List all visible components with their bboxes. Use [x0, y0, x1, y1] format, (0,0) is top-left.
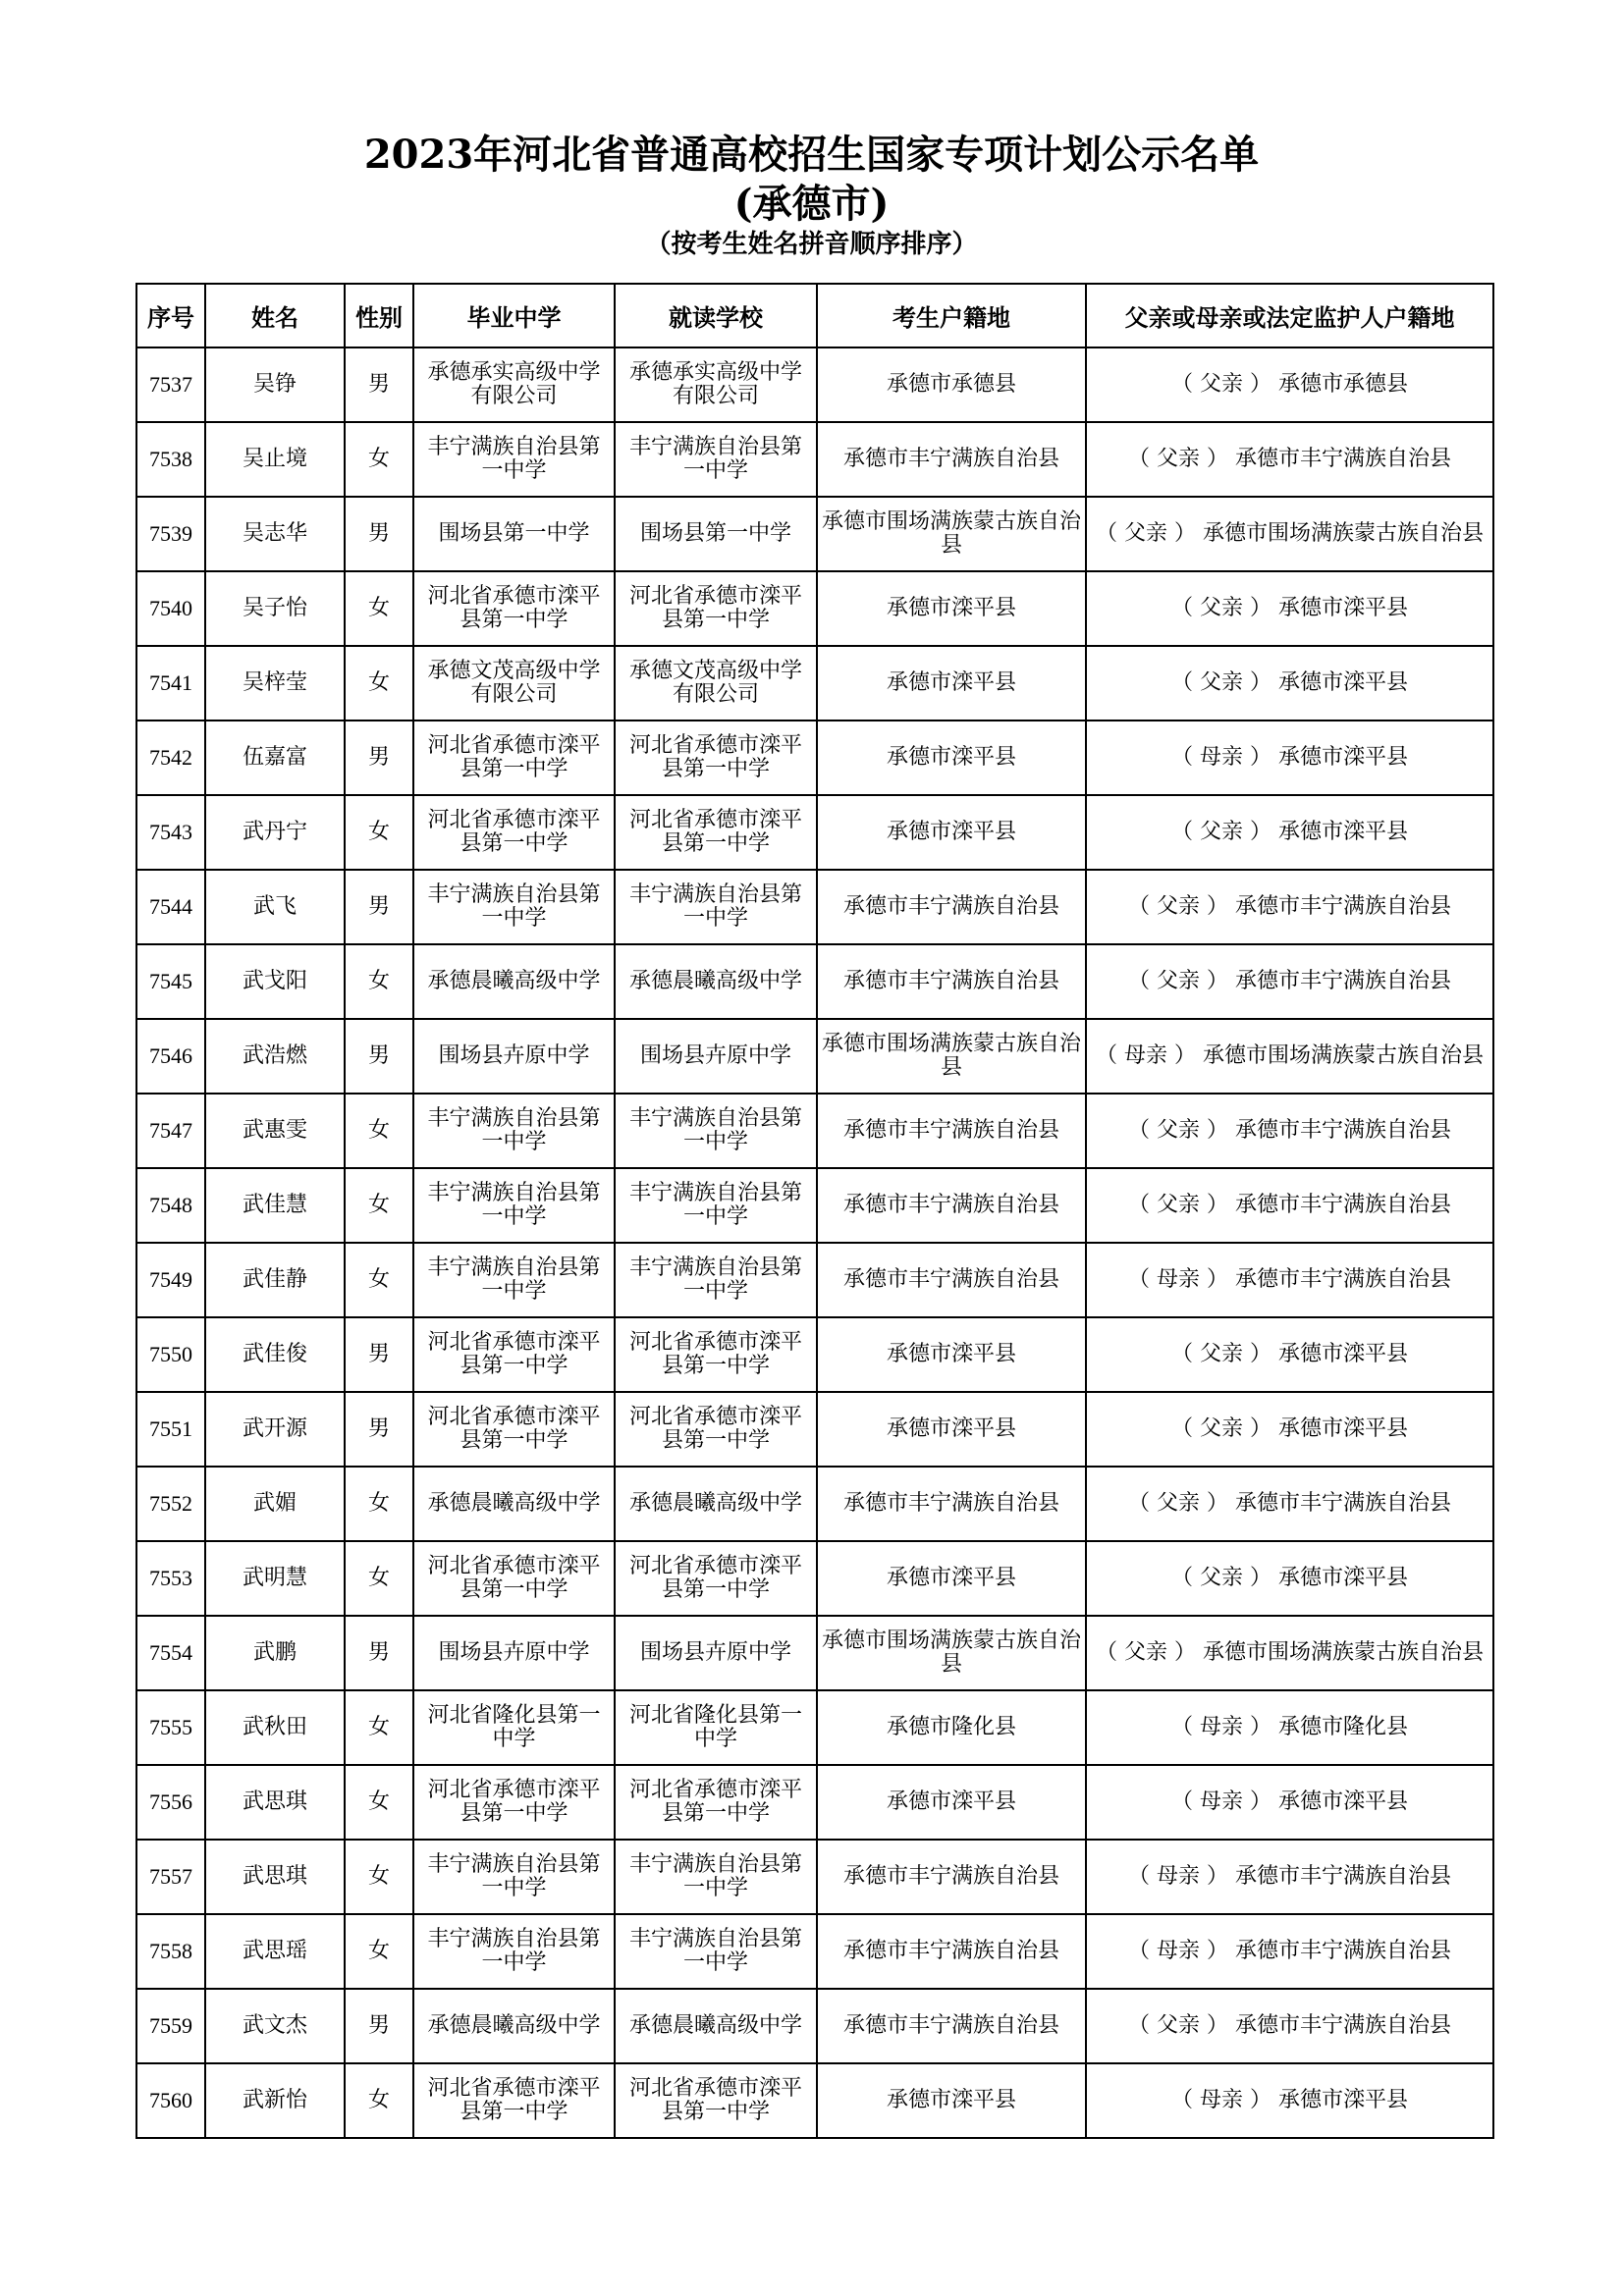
cell-student-residence: 承德市围场满族蒙古族自治县: [817, 1019, 1086, 1094]
cell-seq: 7556: [136, 1765, 205, 1840]
cell-student-residence: 承德市丰宁满族自治县: [817, 1989, 1086, 2063]
cell-guardian-residence: （ 父亲 ） 承德市滦平县: [1086, 795, 1493, 870]
cell-student-residence: 承德市滦平县: [817, 1317, 1086, 1392]
cell-name: 武媚: [205, 1467, 345, 1541]
cell-name: 吴志华: [205, 497, 345, 571]
cell-student-residence: 承德市滦平县: [817, 1541, 1086, 1616]
cell-name: 武鹏: [205, 1616, 345, 1690]
cell-graduated-school: 丰宁满族自治县第一中学: [413, 1094, 615, 1168]
cell-name: 武戈阳: [205, 944, 345, 1019]
cell-seq: 7543: [136, 795, 205, 870]
cell-student-residence: 承德市丰宁满族自治县: [817, 422, 1086, 497]
cell-graduated-school: 丰宁满族自治县第一中学: [413, 1914, 615, 1989]
table-row: [136, 1243, 1493, 1317]
cell-gender: 女: [345, 1840, 413, 1914]
cell-guardian-residence: （ 母亲 ） 承德市滦平县: [1086, 1765, 1493, 1840]
cell-guardian-residence: （ 父亲 ） 承德市丰宁满族自治县: [1086, 1467, 1493, 1541]
cell-name: 武佳静: [205, 1243, 345, 1317]
cell-seq: 7540: [136, 571, 205, 646]
cell-gender: 女: [345, 1467, 413, 1541]
cell-current-school: 河北省承德市滦平县第一中学: [615, 721, 817, 795]
cell-seq: 7552: [136, 1467, 205, 1541]
header-graduated-school: 毕业中学: [413, 284, 615, 347]
cell-graduated-school: 承德晨曦高级中学: [413, 1467, 615, 1541]
cell-gender: 男: [345, 721, 413, 795]
table-row: [136, 347, 1493, 422]
cell-graduated-school: 丰宁满族自治县第一中学: [413, 1168, 615, 1243]
table-row: [136, 1392, 1493, 1467]
cell-student-residence: 承德市丰宁满族自治县: [817, 1840, 1086, 1914]
cell-graduated-school: 承德文茂高级中学有限公司: [413, 646, 615, 721]
cell-current-school: 丰宁满族自治县第一中学: [615, 1243, 817, 1317]
cell-graduated-school: 河北省承德市滦平县第一中学: [413, 1317, 615, 1392]
cell-guardian-residence: （ 父亲 ） 承德市丰宁满族自治县: [1086, 944, 1493, 1019]
cell-guardian-residence: （ 父亲 ） 承德市滦平县: [1086, 1541, 1493, 1616]
cell-graduated-school: 围场县卉原中学: [413, 1616, 615, 1690]
table-row: [136, 870, 1493, 944]
cell-seq: 7538: [136, 422, 205, 497]
cell-seq: 7547: [136, 1094, 205, 1168]
cell-gender: 女: [345, 1914, 413, 1989]
cell-student-residence: 承德市围场满族蒙古族自治县: [817, 497, 1086, 571]
cell-current-school: 承德文茂高级中学有限公司: [615, 646, 817, 721]
table-row: [136, 646, 1493, 721]
cell-guardian-residence: （ 父亲 ） 承德市丰宁满族自治县: [1086, 1094, 1493, 1168]
cell-student-residence: 承德市承德县: [817, 347, 1086, 422]
cell-current-school: 丰宁满族自治县第一中学: [615, 870, 817, 944]
cell-current-school: 河北省承德市滦平县第一中学: [615, 1765, 817, 1840]
table-row: [136, 795, 1493, 870]
cell-name: 武丹宁: [205, 795, 345, 870]
cell-current-school: 丰宁满族自治县第一中学: [615, 1840, 817, 1914]
document-subtitle: (承德市): [733, 181, 890, 227]
cell-graduated-school: 河北省隆化县第一中学: [413, 1690, 615, 1765]
cell-name: 伍嘉富: [205, 721, 345, 795]
cell-name: 吴铮: [205, 347, 345, 422]
cell-guardian-residence: （ 父亲 ） 承德市滦平县: [1086, 646, 1493, 721]
cell-seq: 7559: [136, 1989, 205, 2063]
table-row: [136, 1317, 1493, 1392]
cell-name: 武文杰: [205, 1989, 345, 2063]
cell-student-residence: 承德市滦平县: [817, 795, 1086, 870]
cell-current-school: 丰宁满族自治县第一中学: [615, 1094, 817, 1168]
cell-current-school: 河北省承德市滦平县第一中学: [615, 1317, 817, 1392]
cell-guardian-residence: （ 父亲 ） 承德市滦平县: [1086, 571, 1493, 646]
cell-name: 武佳俊: [205, 1317, 345, 1392]
cell-seq: 7550: [136, 1317, 205, 1392]
cell-guardian-residence: （ 母亲 ） 承德市丰宁满族自治县: [1086, 1243, 1493, 1317]
cell-graduated-school: 河北省承德市滦平县第一中学: [413, 2063, 615, 2138]
cell-student-residence: 承德市滦平县: [817, 2063, 1086, 2138]
cell-gender: 男: [345, 1989, 413, 2063]
cell-seq: 7555: [136, 1690, 205, 1765]
cell-current-school: 承德晨曦高级中学: [615, 1467, 817, 1541]
cell-name: 武新怡: [205, 2063, 345, 2138]
cell-gender: 男: [345, 1019, 413, 1094]
cell-graduated-school: 丰宁满族自治县第一中学: [413, 1840, 615, 1914]
document-title: 2023年河北省普通高校招生国家专项计划公示名单: [363, 132, 1260, 178]
header-gender: 性别: [345, 284, 413, 347]
cell-seq: 7549: [136, 1243, 205, 1317]
roster-table: [135, 283, 1494, 2139]
cell-student-residence: 承德市丰宁满族自治县: [817, 944, 1086, 1019]
cell-gender: 男: [345, 1616, 413, 1690]
cell-current-school: 承德晨曦高级中学: [615, 1989, 817, 2063]
table-row: [136, 497, 1493, 571]
cell-student-residence: 承德市隆化县: [817, 1690, 1086, 1765]
table-row: [136, 1989, 1493, 2063]
table-row: [136, 1914, 1493, 1989]
cell-current-school: 围场县卉原中学: [615, 1019, 817, 1094]
cell-gender: 女: [345, 422, 413, 497]
cell-name: 吴子怡: [205, 571, 345, 646]
table-row: [136, 1467, 1493, 1541]
table-row: [136, 1840, 1493, 1914]
table-row: [136, 1616, 1493, 1690]
cell-guardian-residence: （ 父亲 ） 承德市滦平县: [1086, 1392, 1493, 1467]
cell-gender: 女: [345, 1168, 413, 1243]
table-row: [136, 721, 1493, 795]
cell-student-residence: 承德市滦平县: [817, 1765, 1086, 1840]
cell-current-school: 承德晨曦高级中学: [615, 944, 817, 1019]
cell-guardian-residence: （ 父亲 ） 承德市丰宁满族自治县: [1086, 870, 1493, 944]
cell-guardian-residence: （ 母亲 ） 承德市滦平县: [1086, 721, 1493, 795]
cell-seq: 7557: [136, 1840, 205, 1914]
cell-name: 武思琪: [205, 1840, 345, 1914]
cell-gender: 女: [345, 1094, 413, 1168]
table-row: [136, 944, 1493, 1019]
cell-graduated-school: 河北省承德市滦平县第一中学: [413, 1392, 615, 1467]
cell-guardian-residence: （ 父亲 ） 承德市承德县: [1086, 347, 1493, 422]
cell-graduated-school: 河北省承德市滦平县第一中学: [413, 721, 615, 795]
cell-guardian-residence: （ 父亲 ） 承德市滦平县: [1086, 1317, 1493, 1392]
header-seq: 序号: [136, 284, 205, 347]
cell-seq: 7544: [136, 870, 205, 944]
cell-graduated-school: 围场县卉原中学: [413, 1019, 615, 1094]
cell-current-school: 丰宁满族自治县第一中学: [615, 1168, 817, 1243]
cell-graduated-school: 丰宁满族自治县第一中学: [413, 870, 615, 944]
cell-gender: 女: [345, 571, 413, 646]
cell-guardian-residence: （ 父亲 ） 承德市围场满族蒙古族自治县: [1086, 497, 1493, 571]
cell-current-school: 河北省承德市滦平县第一中学: [615, 571, 817, 646]
cell-graduated-school: 河北省承德市滦平县第一中学: [413, 795, 615, 870]
cell-gender: 男: [345, 1317, 413, 1392]
cell-student-residence: 承德市丰宁满族自治县: [817, 1168, 1086, 1243]
cell-name: 武开源: [205, 1392, 345, 1467]
cell-guardian-residence: （ 母亲 ） 承德市滦平县: [1086, 2063, 1493, 2138]
cell-current-school: 丰宁满族自治县第一中学: [615, 422, 817, 497]
cell-graduated-school: 承德晨曦高级中学: [413, 944, 615, 1019]
cell-guardian-residence: （ 父亲 ） 承德市丰宁满族自治县: [1086, 1168, 1493, 1243]
table-row: [136, 1765, 1493, 1840]
cell-gender: 男: [345, 870, 413, 944]
cell-current-school: 河北省承德市滦平县第一中学: [615, 1541, 817, 1616]
table-row: [136, 1019, 1493, 1094]
table-header-row: [136, 284, 1493, 347]
cell-graduated-school: 河北省承德市滦平县第一中学: [413, 1765, 615, 1840]
cell-name: 武惠雯: [205, 1094, 345, 1168]
sort-note: （按考生姓名拼音顺序排序）: [645, 230, 978, 259]
cell-gender: 女: [345, 2063, 413, 2138]
cell-current-school: 围场县卉原中学: [615, 1616, 817, 1690]
cell-guardian-residence: （ 母亲 ） 承德市丰宁满族自治县: [1086, 1914, 1493, 1989]
cell-graduated-school: 围场县第一中学: [413, 497, 615, 571]
cell-gender: 女: [345, 1690, 413, 1765]
cell-graduated-school: 河北省承德市滦平县第一中学: [413, 571, 615, 646]
cell-gender: 男: [345, 497, 413, 571]
cell-graduated-school: 承德承实高级中学有限公司: [413, 347, 615, 422]
header-guardian-residence: 父亲或母亲或法定监护人户籍地: [1086, 284, 1493, 347]
cell-student-residence: 承德市滦平县: [817, 1392, 1086, 1467]
cell-graduated-school: 河北省承德市滦平县第一中学: [413, 1541, 615, 1616]
table-row: [136, 1094, 1493, 1168]
cell-student-residence: 承德市丰宁满族自治县: [817, 1094, 1086, 1168]
cell-name: 武浩燃: [205, 1019, 345, 1094]
header-student-residence: 考生户籍地: [817, 284, 1086, 347]
cell-seq: 7539: [136, 497, 205, 571]
cell-student-residence: 承德市丰宁满族自治县: [817, 870, 1086, 944]
cell-seq: 7558: [136, 1914, 205, 1989]
cell-student-residence: 承德市围场满族蒙古族自治县: [817, 1616, 1086, 1690]
cell-gender: 女: [345, 1765, 413, 1840]
cell-name: 武思瑶: [205, 1914, 345, 1989]
table-row: [136, 1168, 1493, 1243]
cell-name: 武思琪: [205, 1765, 345, 1840]
cell-student-residence: 承德市丰宁满族自治县: [817, 1467, 1086, 1541]
cell-name: 武明慧: [205, 1541, 345, 1616]
cell-current-school: 围场县第一中学: [615, 497, 817, 571]
cell-name: 吴梓莹: [205, 646, 345, 721]
header-current-school: 就读学校: [615, 284, 817, 347]
cell-gender: 女: [345, 1541, 413, 1616]
cell-gender: 女: [345, 646, 413, 721]
table-row: [136, 1541, 1493, 1616]
table-row: [136, 571, 1493, 646]
cell-seq: 7554: [136, 1616, 205, 1690]
cell-seq: 7551: [136, 1392, 205, 1467]
cell-guardian-residence: （ 母亲 ） 承德市围场满族蒙古族自治县: [1086, 1019, 1493, 1094]
cell-current-school: 承德承实高级中学有限公司: [615, 347, 817, 422]
cell-guardian-residence: （ 父亲 ） 承德市围场满族蒙古族自治县: [1086, 1616, 1493, 1690]
cell-seq: 7542: [136, 721, 205, 795]
cell-guardian-residence: （ 父亲 ） 承德市丰宁满族自治县: [1086, 422, 1493, 497]
cell-gender: 男: [345, 1392, 413, 1467]
cell-gender: 女: [345, 795, 413, 870]
cell-graduated-school: 丰宁满族自治县第一中学: [413, 1243, 615, 1317]
table-body: [136, 347, 1493, 2138]
cell-seq: 7537: [136, 347, 205, 422]
cell-seq: 7548: [136, 1168, 205, 1243]
cell-current-school: 河北省承德市滦平县第一中学: [615, 1392, 817, 1467]
table-row: [136, 1690, 1493, 1765]
table-row: [136, 422, 1493, 497]
cell-student-residence: 承德市丰宁满族自治县: [817, 1243, 1086, 1317]
cell-name: 吴止境: [205, 422, 345, 497]
cell-name: 武佳慧: [205, 1168, 345, 1243]
cell-guardian-residence: （ 父亲 ） 承德市丰宁满族自治县: [1086, 1989, 1493, 2063]
cell-gender: 女: [345, 944, 413, 1019]
cell-name: 武飞: [205, 870, 345, 944]
cell-current-school: 河北省承德市滦平县第一中学: [615, 795, 817, 870]
cell-guardian-residence: （ 母亲 ） 承德市丰宁满族自治县: [1086, 1840, 1493, 1914]
cell-current-school: 河北省隆化县第一中学: [615, 1690, 817, 1765]
cell-student-residence: 承德市滦平县: [817, 646, 1086, 721]
cell-seq: 7560: [136, 2063, 205, 2138]
cell-current-school: 丰宁满族自治县第一中学: [615, 1914, 817, 1989]
cell-seq: 7541: [136, 646, 205, 721]
cell-gender: 女: [345, 1243, 413, 1317]
cell-graduated-school: 承德晨曦高级中学: [413, 1989, 615, 2063]
cell-graduated-school: 丰宁满族自治县第一中学: [413, 422, 615, 497]
cell-gender: 男: [345, 347, 413, 422]
cell-seq: 7545: [136, 944, 205, 1019]
cell-guardian-residence: （ 母亲 ） 承德市隆化县: [1086, 1690, 1493, 1765]
cell-student-residence: 承德市滦平县: [817, 721, 1086, 795]
cell-name: 武秋田: [205, 1690, 345, 1765]
header-name: 姓名: [205, 284, 345, 347]
cell-student-residence: 承德市丰宁满族自治县: [817, 1914, 1086, 1989]
table-row: [136, 2063, 1493, 2138]
cell-seq: 7546: [136, 1019, 205, 1094]
cell-current-school: 河北省承德市滦平县第一中学: [615, 2063, 817, 2138]
cell-student-residence: 承德市滦平县: [817, 571, 1086, 646]
cell-seq: 7553: [136, 1541, 205, 1616]
